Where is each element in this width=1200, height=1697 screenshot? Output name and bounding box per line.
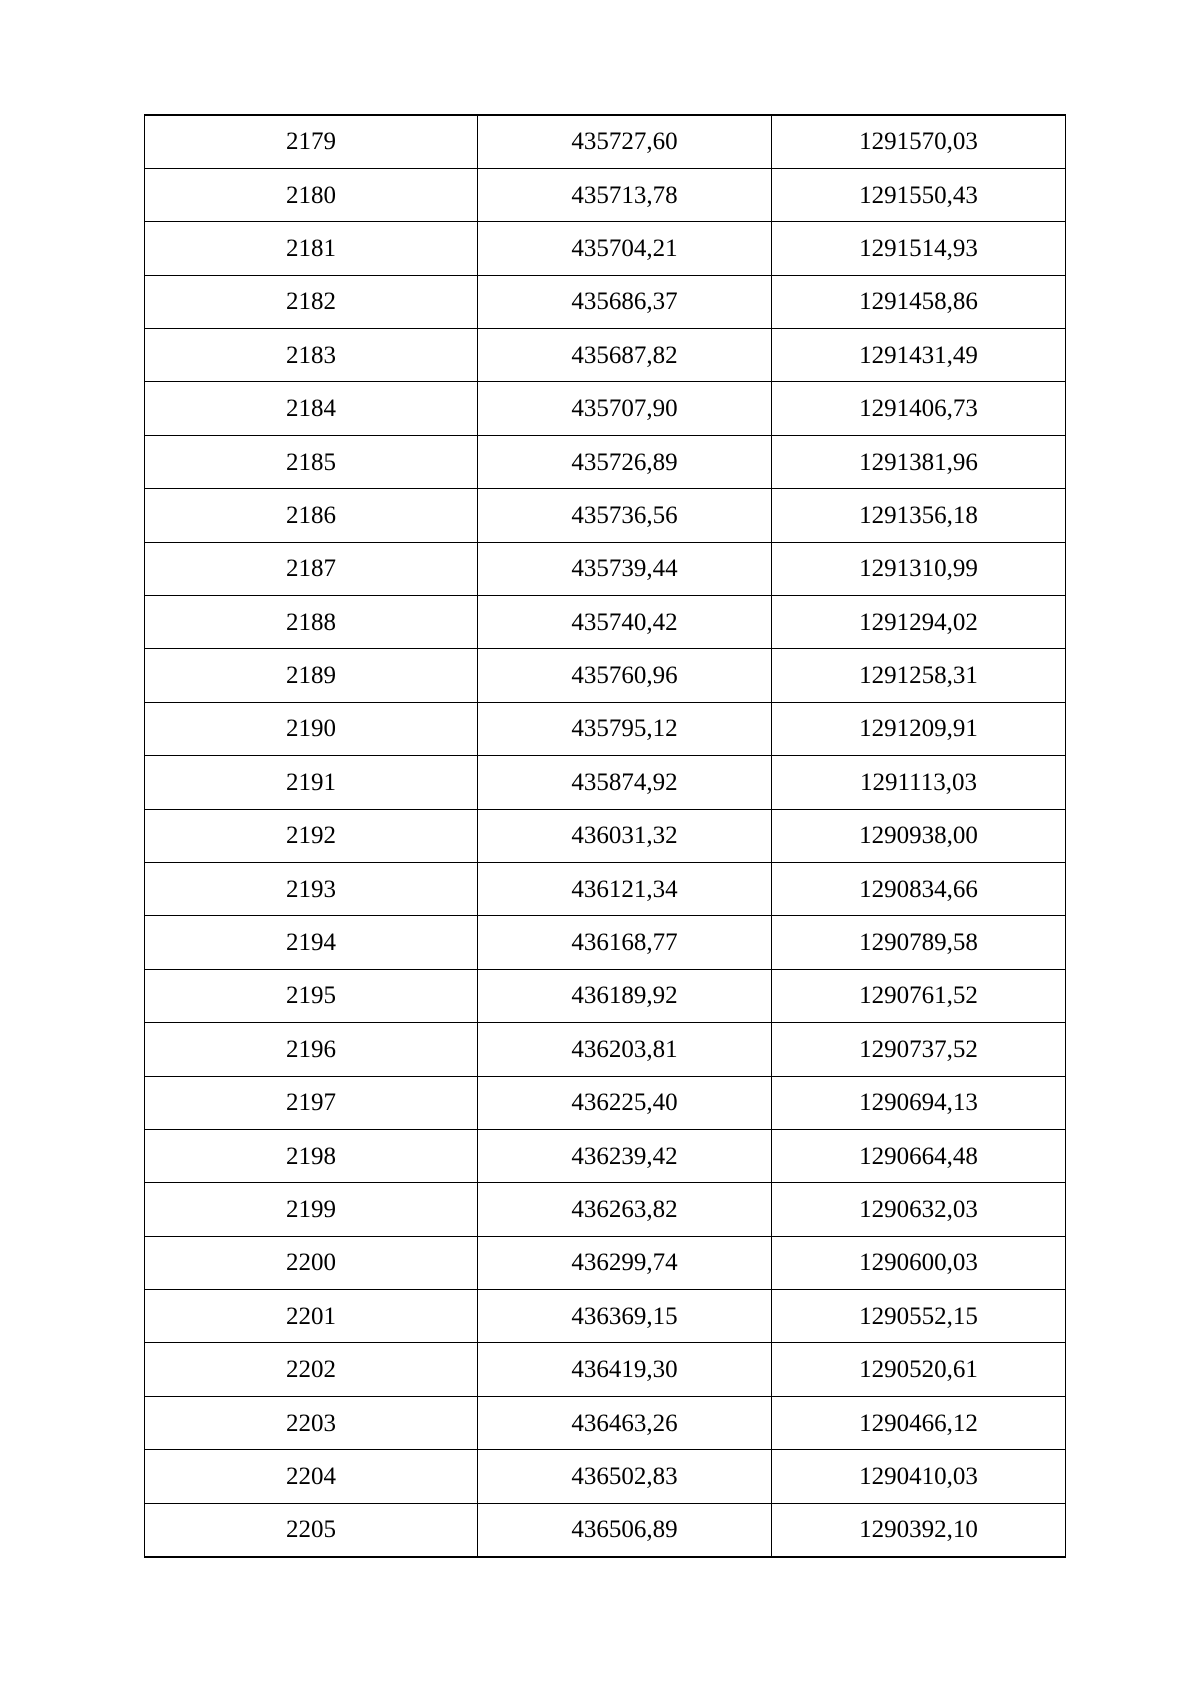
x-coordinate-cell: 435795,12: [478, 702, 772, 755]
table-row: [145, 649, 1066, 702]
point-number-cell: 2180: [145, 168, 478, 221]
point-number-cell: 2197: [145, 1076, 478, 1129]
point-number-cell: 2183: [145, 329, 478, 382]
point-number-cell: 2205: [145, 1503, 478, 1556]
point-number-cell: 2198: [145, 1129, 478, 1182]
point-number-cell: 2187: [145, 542, 478, 595]
y-coordinate-cell: 1291113,03: [772, 756, 1066, 809]
point-number-cell: 2192: [145, 809, 478, 862]
coordinates-table: [144, 114, 1066, 1558]
point-number-cell: 2186: [145, 489, 478, 542]
x-coordinate-cell: 435687,82: [478, 329, 772, 382]
point-number-cell: 2185: [145, 435, 478, 488]
table-row: [145, 702, 1066, 755]
table-row: [145, 168, 1066, 221]
x-coordinate-cell: 436263,82: [478, 1183, 772, 1236]
point-number-cell: 2181: [145, 222, 478, 275]
x-coordinate-cell: 435727,60: [478, 115, 772, 168]
x-coordinate-cell: 436506,89: [478, 1503, 772, 1556]
table-row: [145, 916, 1066, 969]
y-coordinate-cell: 1290632,03: [772, 1183, 1066, 1236]
table-row: [145, 1450, 1066, 1503]
table-row: [145, 596, 1066, 649]
x-coordinate-cell: 435874,92: [478, 756, 772, 809]
table-row: [145, 222, 1066, 275]
y-coordinate-cell: 1290737,52: [772, 1023, 1066, 1076]
point-number-cell: 2194: [145, 916, 478, 969]
table-row: [145, 756, 1066, 809]
x-coordinate-cell: 435726,89: [478, 435, 772, 488]
coordinates-table-body: [145, 115, 1066, 1557]
y-coordinate-cell: 1291550,43: [772, 168, 1066, 221]
point-number-cell: 2182: [145, 275, 478, 328]
x-coordinate-cell: 435713,78: [478, 168, 772, 221]
y-coordinate-cell: 1290938,00: [772, 809, 1066, 862]
x-coordinate-cell: 436203,81: [478, 1023, 772, 1076]
table-row: [145, 329, 1066, 382]
table-row: [145, 115, 1066, 168]
y-coordinate-cell: 1291458,86: [772, 275, 1066, 328]
point-number-cell: 2196: [145, 1023, 478, 1076]
y-coordinate-cell: 1291209,91: [772, 702, 1066, 755]
x-coordinate-cell: 435760,96: [478, 649, 772, 702]
point-number-cell: 2193: [145, 862, 478, 915]
table-row: [145, 1129, 1066, 1182]
point-number-cell: 2190: [145, 702, 478, 755]
point-number-cell: 2204: [145, 1450, 478, 1503]
y-coordinate-cell: 1290600,03: [772, 1236, 1066, 1289]
x-coordinate-cell: 436419,30: [478, 1343, 772, 1396]
point-number-cell: 2188: [145, 596, 478, 649]
point-number-cell: 2179: [145, 115, 478, 168]
y-coordinate-cell: 1291514,93: [772, 222, 1066, 275]
table-row: [145, 1183, 1066, 1236]
x-coordinate-cell: 436299,74: [478, 1236, 772, 1289]
point-number-cell: 2203: [145, 1396, 478, 1449]
point-number-cell: 2191: [145, 756, 478, 809]
x-coordinate-cell: 435704,21: [478, 222, 772, 275]
point-number-cell: 2199: [145, 1183, 478, 1236]
y-coordinate-cell: 1291431,49: [772, 329, 1066, 382]
y-coordinate-cell: 1290789,58: [772, 916, 1066, 969]
table-row: [145, 435, 1066, 488]
y-coordinate-cell: 1290410,03: [772, 1450, 1066, 1503]
x-coordinate-cell: 435740,42: [478, 596, 772, 649]
y-coordinate-cell: 1291356,18: [772, 489, 1066, 542]
y-coordinate-cell: 1290761,52: [772, 969, 1066, 1022]
y-coordinate-cell: 1291258,31: [772, 649, 1066, 702]
table-row: [145, 1076, 1066, 1129]
table-row: [145, 862, 1066, 915]
y-coordinate-cell: 1291406,73: [772, 382, 1066, 435]
point-number-cell: 2184: [145, 382, 478, 435]
table-row: [145, 969, 1066, 1022]
point-number-cell: 2201: [145, 1290, 478, 1343]
table-row: [145, 1236, 1066, 1289]
table-row: [145, 1343, 1066, 1396]
x-coordinate-cell: 436369,15: [478, 1290, 772, 1343]
x-coordinate-cell: 436031,32: [478, 809, 772, 862]
y-coordinate-cell: 1291310,99: [772, 542, 1066, 595]
point-number-cell: 2189: [145, 649, 478, 702]
table-row: [145, 1290, 1066, 1343]
y-coordinate-cell: 1291381,96: [772, 435, 1066, 488]
y-coordinate-cell: 1290834,66: [772, 862, 1066, 915]
table-row: [145, 382, 1066, 435]
y-coordinate-cell: 1290520,61: [772, 1343, 1066, 1396]
y-coordinate-cell: 1291294,02: [772, 596, 1066, 649]
point-number-cell: 2202: [145, 1343, 478, 1396]
x-coordinate-cell: 436239,42: [478, 1129, 772, 1182]
x-coordinate-cell: 436121,34: [478, 862, 772, 915]
table-row: [145, 542, 1066, 595]
point-number-cell: 2195: [145, 969, 478, 1022]
table-row: [145, 1023, 1066, 1076]
x-coordinate-cell: 435739,44: [478, 542, 772, 595]
y-coordinate-cell: 1290664,48: [772, 1129, 1066, 1182]
x-coordinate-cell: 435736,56: [478, 489, 772, 542]
table-row: [145, 489, 1066, 542]
x-coordinate-cell: 436189,92: [478, 969, 772, 1022]
x-coordinate-cell: 436225,40: [478, 1076, 772, 1129]
table-row: [145, 1503, 1066, 1556]
y-coordinate-cell: 1290694,13: [772, 1076, 1066, 1129]
x-coordinate-cell: 435707,90: [478, 382, 772, 435]
y-coordinate-cell: 1290466,12: [772, 1396, 1066, 1449]
x-coordinate-cell: 436463,26: [478, 1396, 772, 1449]
y-coordinate-cell: 1290392,10: [772, 1503, 1066, 1556]
table-row: [145, 275, 1066, 328]
table-row: [145, 1396, 1066, 1449]
x-coordinate-cell: 435686,37: [478, 275, 772, 328]
x-coordinate-cell: 436168,77: [478, 916, 772, 969]
table-row: [145, 809, 1066, 862]
point-number-cell: 2200: [145, 1236, 478, 1289]
x-coordinate-cell: 436502,83: [478, 1450, 772, 1503]
y-coordinate-cell: 1291570,03: [772, 115, 1066, 168]
y-coordinate-cell: 1290552,15: [772, 1290, 1066, 1343]
